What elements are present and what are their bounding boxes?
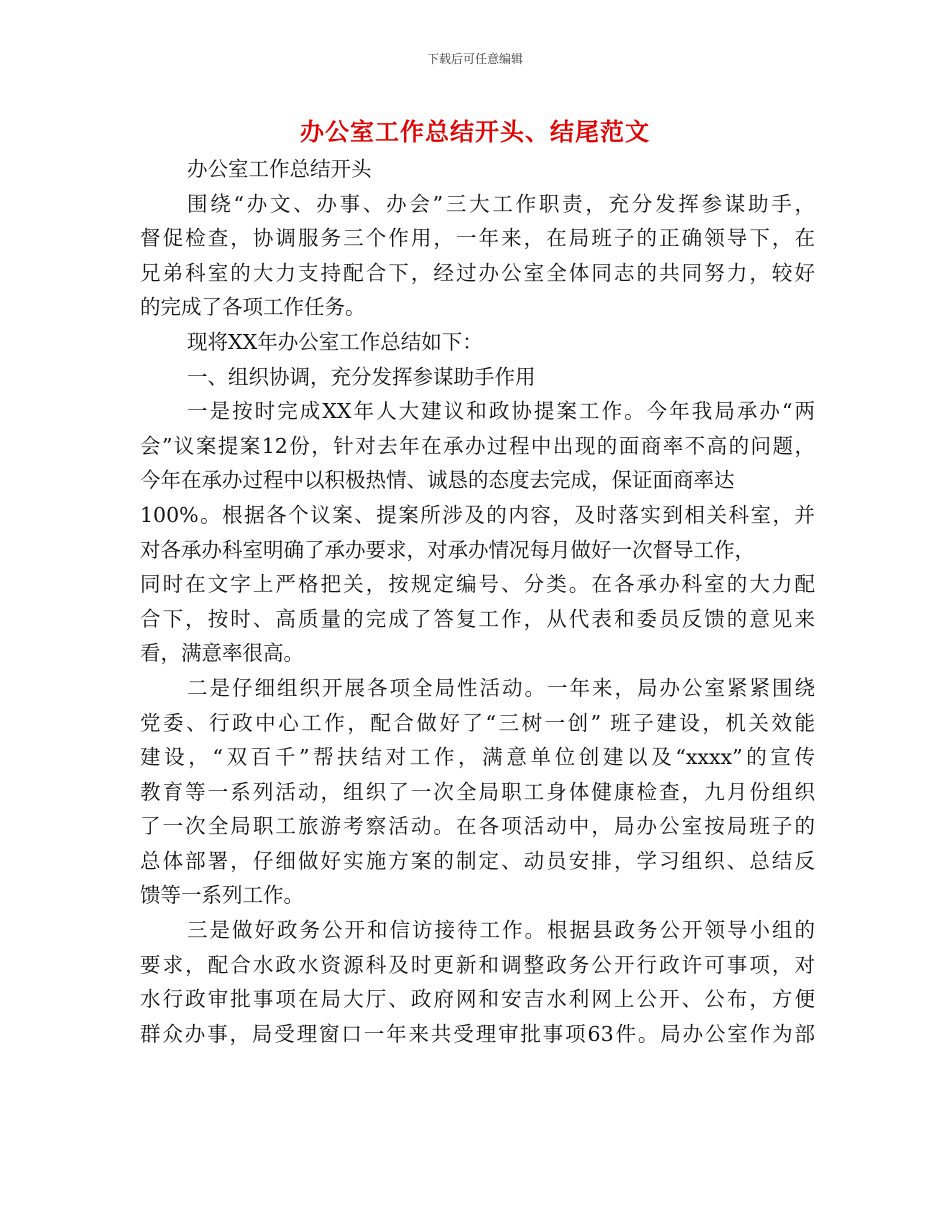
body-line: 党委、行政中心工作，配合做好了“三树一创” 班子建设，机关效能	[140, 710, 815, 735]
body-line: 总体部署，仔细做好实施方案的制定、动员安排，学习组织、总结反	[140, 848, 815, 873]
section-heading: 一、组织协调，充分发挥参谋助手作用	[187, 364, 536, 389]
body-line: 现将XX年办公室工作总结如下：	[187, 329, 483, 354]
body-line: 建设，“双百千”帮扶结对工作，满意单位创建以及“xxxx”的宣传	[140, 745, 815, 770]
body-line: 会”议案提案12份，针对去年在承办过程中出现的面商率不高的问题，	[140, 433, 815, 458]
document-title: 办公室工作总结开头、结尾范文	[300, 117, 650, 146]
body-line: 群众办事，局受理窗口一年来共受理审批事项63件。局办公室作为部	[140, 1021, 815, 1046]
body-line: 督促检查，协调服务三个作用，一年来，在局班子的正确领导下，在	[140, 226, 815, 251]
body-line: 今年在承办过程中以积极热情、诚恳的态度去完成，保证面商率达	[140, 468, 735, 493]
body-line: 同时在文字上严格把关，按规定编号、分类。在各承办科室的大力配	[140, 572, 815, 597]
body-line: 合下，按时、高质量的完成了答复工作，从代表和委员反馈的意见来	[140, 606, 815, 631]
body-line: 的完成了各项工作任务。	[140, 295, 366, 320]
body-line: 围绕“办文、办事、办会”三大工作职责，充分发挥参谋助手，	[187, 191, 815, 216]
body-line: 100%。根据各个议案、提案所涉及的内容，及时落实到相关科室，并	[140, 502, 815, 527]
document-body	[140, 152, 815, 1051]
body-line: 水行政审批事项在局大厅、政府网和安吉水利网上公开、公布，方便	[140, 987, 815, 1012]
body-line: 一是按时完成XX年人大建议和政协提案工作。今年我局承办“两	[187, 399, 815, 424]
body-line: 三是做好政务公开和信访接待工作。根据县政务公开领导小组的	[187, 918, 815, 943]
body-line: 教育等一系列活动，组织了一次全局职工身体健康检查，九月份组织	[140, 779, 815, 804]
header-note: 下载后可任意编辑	[426, 52, 523, 66]
body-line: 对各承办科室明确了承办要求，对承办情况每月做好一次督导工作，	[140, 537, 755, 562]
body-line: 要求，配合水政水资源科及时更新和调整政务公开行政许可事项，对	[140, 952, 815, 977]
body-line: 了一次全局职工旅游考察活动。在各项活动中，局办公室按局班子的	[140, 814, 815, 839]
body-line: 兄弟科室的大力支持配合下，经过办公室全体同志的共同努力，较好	[140, 260, 815, 285]
body-line: 二是仔细组织开展各项全局性活动。一年来，局办公室紧紧围绕	[187, 675, 815, 700]
section-heading: 办公室工作总结开头	[187, 157, 372, 181]
body-line: 看，满意率很高。	[140, 641, 304, 666]
body-line: 馈等一系列工作。	[140, 883, 304, 908]
